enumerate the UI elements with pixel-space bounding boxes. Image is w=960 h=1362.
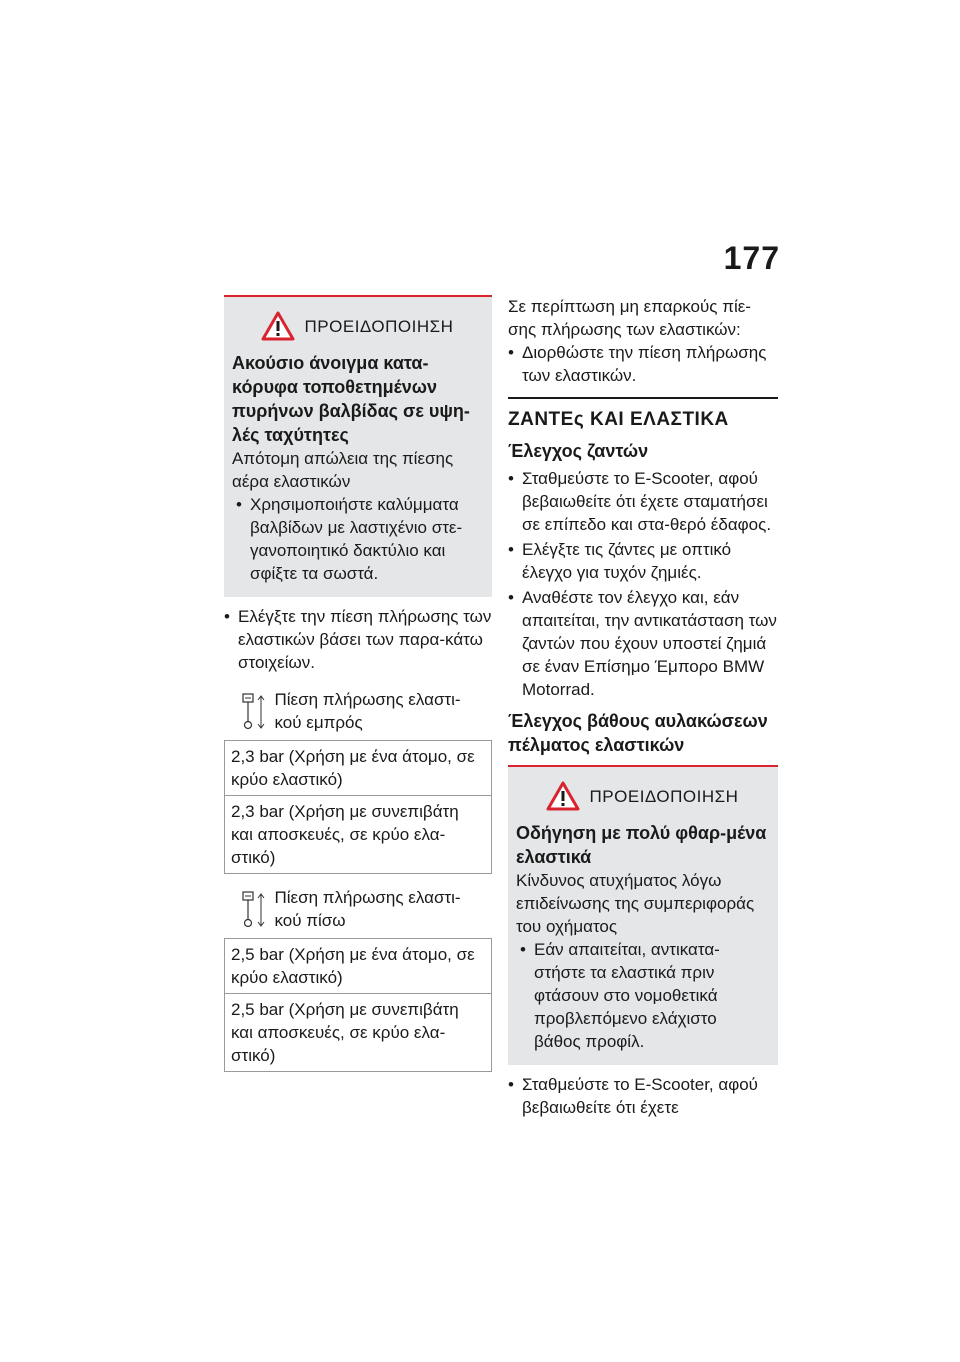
warning-header [516, 777, 768, 815]
list-item: • Διορθώστε την πίεση πλήρωσης των ελαστικών. [508, 341, 778, 387]
right-column [508, 295, 778, 1121]
warning-heading: Ακούσιο άνοιγμα κατα-κόρυφα τοποθετημένων πυρήνων βαλβίδας σε υψη-λές ταχύτητες [232, 353, 470, 445]
check-pressure-list [224, 605, 492, 674]
rims-heading: Έλεγχος ζαντών [508, 441, 649, 461]
warning-bullet: • Χρησιμοποιήστε καλύμματα βαλβίδων με λαστιχένιο στε-γανοποιητικό δακτύλιο και σφίξτε τα σωστά. [232, 493, 482, 585]
list-item: • Ελέγξτε την πίεση πλήρωσης των ελαστικών βάσει των παρα-κάτω στοιχείων. [224, 605, 492, 674]
front-pressure-title: Πίεση πλήρωσης ελαστι-κού εμπρός [274, 690, 461, 732]
warning-text: Απότομη απώλεια της πίεσης αέρα ελαστικών [232, 449, 454, 491]
table-row: 2,5 bar (Χρήση με ένα άτομο, σε κρύο ελαστικό) [225, 939, 492, 994]
tread-heading: Έλεγχος βάθους αυλακώσεων πέλματος ελαστικών [508, 709, 778, 767]
left-column [224, 295, 492, 1072]
warning-box-valve [224, 295, 492, 597]
warning-text: Κίνδυνος ατυχήματος λόγω επιδείνωσης της συμπεριφοράς του οχήματος [516, 871, 755, 936]
warning-triangle-icon [546, 781, 580, 811]
warning-heading: Οδήγηση με πολύ φθαρ-μένα ελαστικά [516, 823, 767, 867]
table-row: 2,3 bar (Χρήση με ένα άτομο, σε κρύο ελαστικό) [225, 741, 492, 796]
list-item: • Αναθέστε τον έλεγχο και, εάν απαιτείται, την αντικατάσταση των ζαντών που έχουν υποστεί ζημιά σε έναν Επίσημο Έμπορο BMW Motorrad. [508, 586, 778, 701]
table-row: 2,3 bar (Χρήση με συνεπιβάτη και αποσκευές, σε κρύο ελα-στικό) [225, 796, 492, 874]
warning-box-tread [508, 767, 778, 1065]
warning-title: ΠΡΟΕΙΔΟΠΟΙΗΣΗ [304, 316, 454, 336]
table-row: 2,5 bar (Χρήση με συνεπιβάτη και αποσκευές, σε κρύο ελα-στικό) [225, 994, 492, 1072]
park-list [508, 1073, 778, 1119]
rear-pressure-header [225, 880, 492, 939]
tire-pressure-icon [241, 692, 267, 732]
warning-bullet: • Εάν απαιτείται, αντικατα-στήστε τα ελαστικά πριν φτάσουν στο νομοθετικά προβλεπόμενο ελάχιστο βάθος προφίλ. [516, 938, 768, 1053]
rims-list [508, 467, 778, 701]
list-item: • Ελέγξτε τις ζάντες με οπτικό έλεγχο για τυχόν ζημιές. [508, 538, 778, 584]
intro-list [508, 341, 778, 387]
front-pressure-header [225, 682, 492, 741]
rear-pressure-title: Πίεση πλήρωσης ελαστι-κού πίσω [274, 888, 461, 930]
page-number: 177 [723, 240, 780, 276]
intro-text: Σε περίπτωση μη επαρκούς πίε-σης πλήρωσης των ελαστικών: [508, 297, 751, 339]
warning-header [232, 307, 482, 345]
list-item: • Σταθμεύστε το E-Scooter, αφού βεβαιωθείτε ότι έχετε [508, 1073, 778, 1119]
section-title: ΖΑΝΤΕς ΚΑΙ ΕΛΑΣΤΙΚΑ [508, 397, 778, 431]
front-pressure-table [224, 682, 492, 1072]
warning-title: ΠΡΟΕΙΔΟΠΟΙΗΣΗ [589, 786, 739, 806]
warning-triangle-icon [261, 311, 295, 341]
tire-pressure-icon [241, 890, 267, 930]
list-item: • Σταθμεύστε το E-Scooter, αφού βεβαιωθείτε ότι έχετε σταματήσει σε επίπεδο και στα-θερό έδαφος. [508, 467, 778, 536]
